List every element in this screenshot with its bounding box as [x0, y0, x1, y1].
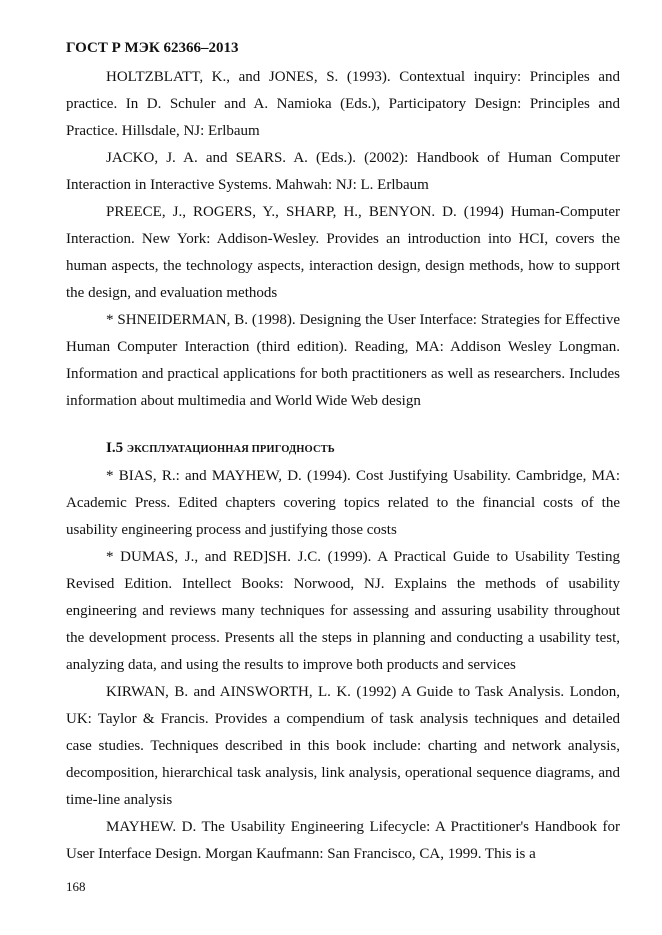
reference-entry: MAYHEW. D. The Usability Engineering Lifecycle: A Practitioner's Handbook for User Interface Design. Morgan Kaufmann: San Francisco, CA, 1999. This is a — [66, 819, 620, 862]
reference-entry: PREECE, J., ROGERS, Y., SHARP, H., BENYON. D. (1994) Human-Computer Interaction. New York: Addison-Wesley. Provides an introduction into HCI, covers the human aspects, the technology aspects, interaction design, design methods, how to support the design, and evaluation methods — [66, 204, 620, 301]
section-title: ЭКСПЛУАТАЦИОННАЯ ПРИГОДНОСТЬ — [126, 444, 335, 455]
document-header: ГОСТ Р МЭК 62366–2013 — [66, 40, 239, 56]
reference-entry: JACKO, J. A. and SEARS. A. (Eds.). (2002): Handbook of Human Computer Interaction in Interactive Systems. Mahwah: NJ: L. Erlbaum — [66, 150, 620, 193]
reference-entry: KIRWAN, B. and AINSWORTH, L. K. (1992) A Guide to Task Analysis. London, UK: Taylor & Francis. Provides a compendium of task analysis techniques and detailed case studies. Techniques described in this book include: charting and network analysis, decomposition, hierarchical task analysis, link analysis, operational sequence diagrams, and time-line analysis — [66, 684, 620, 808]
section-heading — [66, 435, 620, 463]
section-number: I.5 — [106, 440, 124, 456]
reference-entry: * SHNEIDERMAN, B. (1998). Designing the User Interface: Strategies for Effective Human Computer Interaction (third edition). Reading, MA: Addison Wesley Longman. Information and practical applications for both practitioners as well as researchers. Includes information about multimedia and World Wide Web design — [66, 312, 620, 409]
document-page — [66, 38, 620, 868]
page-number: 168 — [66, 879, 86, 894]
reference-entry: HOLTZBLATT, K., and JONES, S. (1993). Contextual inquiry: Principles and practice. In D. Schuler and A. Namioka (Eds.), Participatory Design: Principles and Practice. Hillsdale, NJ: Erlbaum — [66, 69, 620, 139]
reference-entry: * DUMAS, J., and RED]SH. J.C. (1999). A Practical Guide to Usability Testing Revised Edition. Intellect Books: Norwood, NJ. Explains the methods of usability engineering and reviews many techniques for assessing and assuring usability throughout the development process. Presents all the steps in planning and conducting a usability test, analyzing data, and using the results to improve both products and services — [66, 549, 620, 673]
reference-entry: * BIAS, R.: and MAYHEW, D. (1994). Cost Justifying Usability. Cambridge, MA: Academic Press. Edited chapters covering topics related to the financial costs of the usability engineering process and justifying those costs — [66, 468, 620, 538]
